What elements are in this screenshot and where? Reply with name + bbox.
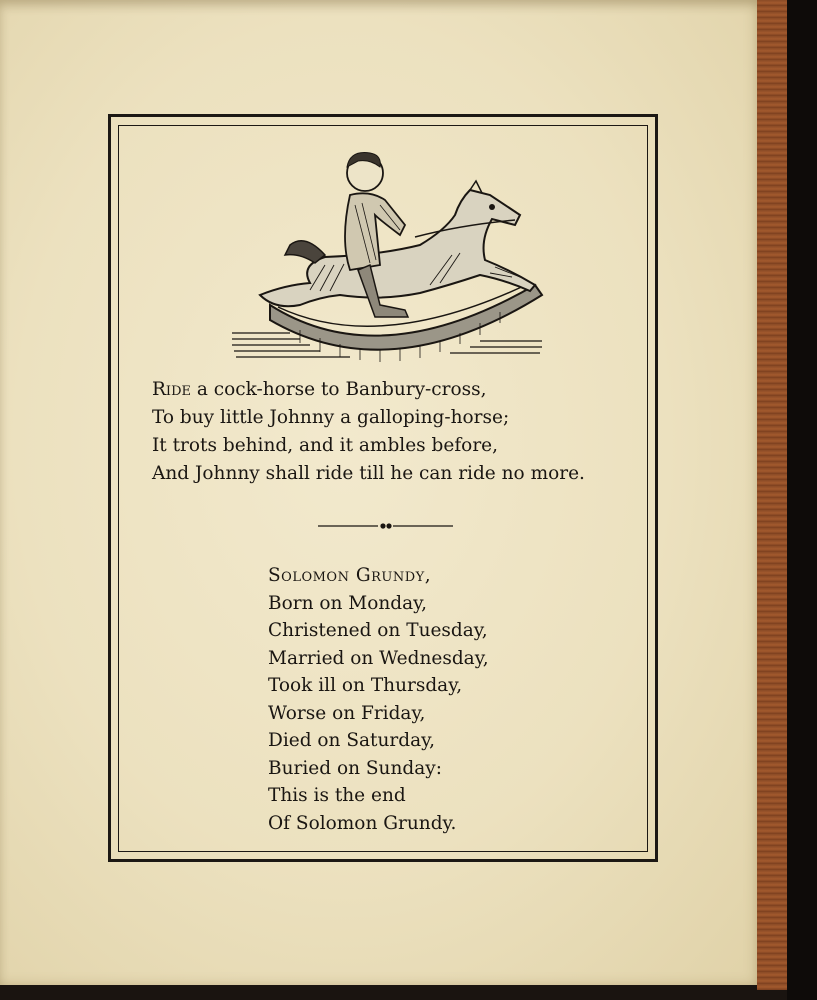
rhyme-ride-a-cock-horse <box>152 376 632 488</box>
verse-line: Took ill on Thursday, <box>268 675 463 696</box>
book-cover-edge <box>757 0 787 990</box>
verse-line: Married on Wednesday, <box>268 647 489 669</box>
rocking-horse-icon <box>230 145 550 370</box>
verse-line: It trots behind, and it ambles before, <box>152 435 498 456</box>
rhyme-title: Solomon Grundy, <box>268 565 432 586</box>
verse-line: Born on Monday, <box>268 592 428 614</box>
verse-line: To buy little Johnny a galloping-horse; <box>152 407 510 428</box>
verse-line: Buried on Sunday: <box>268 757 442 779</box>
verse-line: Christened on Tuesday, <box>268 620 488 641</box>
verse-line: Worse on Friday, <box>268 702 426 724</box>
drop-word: Ride <box>152 379 191 400</box>
verse-line <box>152 376 632 404</box>
verse-line: This is the end <box>268 785 406 806</box>
verse-line: And Johnny shall ride till he can ride no more. <box>152 463 585 484</box>
ornament-divider <box>318 520 453 532</box>
verse-line: Died on Saturday, <box>268 730 435 751</box>
background-shadow <box>787 0 817 1000</box>
verse-line-rest: a cock-horse to Banbury-cross, <box>190 379 487 400</box>
rhyme-solomon-grundy <box>268 562 588 837</box>
verse-line: Of Solomon Grundy. <box>268 812 457 834</box>
